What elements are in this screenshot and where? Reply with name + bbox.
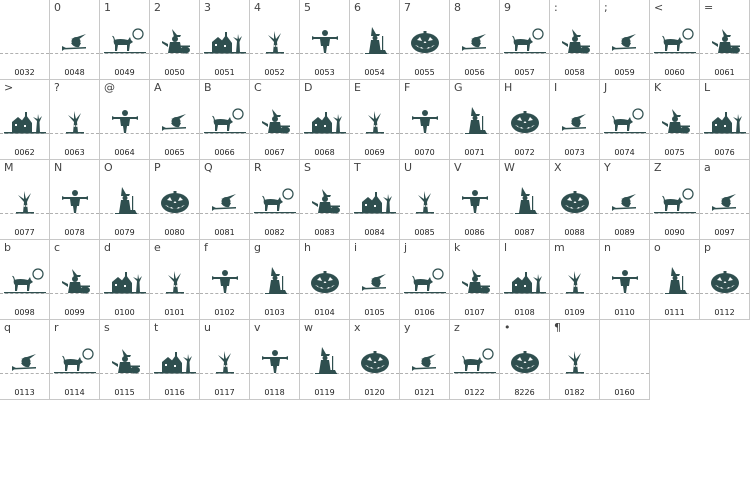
glyph-character-label: x <box>354 321 361 334</box>
glyph-cell <box>0 160 50 240</box>
glyph-code-label: 0032 <box>14 68 35 77</box>
glyph-cell <box>700 80 750 160</box>
glyph-character-label: U <box>404 161 413 174</box>
glyph-character-label: • <box>504 321 511 334</box>
glyph-cell <box>500 240 550 320</box>
haunted-house-icon <box>0 106 50 136</box>
glyph-cell <box>150 80 200 160</box>
glyph-character-label: a <box>704 161 711 174</box>
glyph-cell <box>200 80 250 160</box>
witch-with-cauldron-icon <box>550 26 600 56</box>
glyph-code-label: 8226 <box>514 388 535 397</box>
glyph-code-label: 0099 <box>64 308 85 317</box>
glyph-code-label: 0120 <box>364 388 385 397</box>
witch-on-broom-icon <box>600 186 650 216</box>
scarecrow-icon <box>600 266 650 296</box>
witch-with-cauldron-icon <box>50 266 100 296</box>
spooky-tree-icon <box>550 346 600 376</box>
glyph-cell <box>450 320 500 400</box>
glyph-code-label: 0080 <box>164 228 185 237</box>
glyph-character-label: R <box>254 161 262 174</box>
glyph-code-label: 0055 <box>414 68 435 77</box>
glyph-cell <box>200 240 250 320</box>
glyph-cell <box>600 0 650 80</box>
spooky-tree-icon <box>550 266 600 296</box>
black-cat-moon-icon <box>0 266 50 296</box>
glyph-cell <box>550 80 600 160</box>
witch-on-broom-icon <box>600 26 650 56</box>
glyph-cell <box>500 80 550 160</box>
glyph-character-label: K <box>654 81 662 94</box>
glyph-code-label: 0060 <box>664 68 685 77</box>
witch-on-broom-icon <box>700 186 750 216</box>
glyph-code-label: 0101 <box>164 308 185 317</box>
scarecrow-icon <box>450 186 500 216</box>
glyph-code-label: 0059 <box>614 68 635 77</box>
glyph-character-label: 2 <box>154 1 161 14</box>
glyph-code-label: 0085 <box>414 228 435 237</box>
glyph-character-label: @ <box>104 81 115 94</box>
glyph-character-label: k <box>454 241 461 254</box>
glyph-code-label: 0111 <box>664 308 685 317</box>
glyph-character-label: i <box>354 241 358 254</box>
glyph-character-label: c <box>54 241 61 254</box>
glyph-code-label: 0182 <box>564 388 585 397</box>
haunted-house-icon <box>350 186 400 216</box>
glyph-code-label: 0121 <box>414 388 435 397</box>
glyph-cell <box>450 80 500 160</box>
glyph-code-label: 0103 <box>264 308 285 317</box>
glyph-character-label: G <box>454 81 463 94</box>
glyph-code-label: 0058 <box>564 68 585 77</box>
glyph-code-label: 0084 <box>364 228 385 237</box>
black-cat-moon-icon <box>650 26 700 56</box>
glyph-code-label: 0071 <box>464 148 485 157</box>
glyph-cell <box>550 0 600 80</box>
glyph-cell <box>350 240 400 320</box>
glyph-character-label: w <box>304 321 313 334</box>
haunted-house-icon <box>150 346 200 376</box>
glyph-cell <box>500 320 550 400</box>
jack-o-lantern-icon <box>550 186 600 216</box>
haunted-house-icon <box>300 106 350 136</box>
glyph-cell <box>100 0 150 80</box>
glyph-cell <box>300 80 350 160</box>
glyph-cell <box>350 160 400 240</box>
glyph-character-label: s <box>104 321 110 334</box>
glyph-cell <box>250 240 300 320</box>
glyph-cell <box>50 160 100 240</box>
glyph-character-label: h <box>304 241 311 254</box>
glyph-cell <box>150 0 200 80</box>
glyph-cell <box>50 0 100 80</box>
jack-o-lantern-icon <box>150 186 200 216</box>
standing-witch-icon <box>350 26 400 56</box>
glyph-character-label: 9 <box>504 1 511 14</box>
haunted-house-icon <box>700 106 750 136</box>
glyph-code-label: 0081 <box>214 228 235 237</box>
glyph-code-label: 0077 <box>14 228 35 237</box>
glyph-character-label: D <box>304 81 313 94</box>
glyph-code-label: 0116 <box>164 388 185 397</box>
baseline-guide <box>600 373 649 374</box>
glyph-code-label: 0078 <box>64 228 85 237</box>
scarecrow-icon <box>50 186 100 216</box>
glyph-character-label: F <box>404 81 411 94</box>
glyph-cell <box>250 160 300 240</box>
glyph-code-label: 0050 <box>164 68 185 77</box>
glyph-cell <box>700 240 750 320</box>
jack-o-lantern-icon <box>700 266 750 296</box>
scarecrow-icon <box>400 106 450 136</box>
glyph-cell <box>600 320 650 400</box>
glyph-code-label: 0063 <box>64 148 85 157</box>
glyph-character-label: e <box>154 241 161 254</box>
glyph-code-label: 0089 <box>614 228 635 237</box>
jack-o-lantern-icon <box>500 346 550 376</box>
glyph-character-label: B <box>204 81 212 94</box>
glyph-code-label: 0086 <box>464 228 485 237</box>
spooky-tree-icon <box>0 186 50 216</box>
glyph-character-label: 7 <box>404 1 411 14</box>
glyph-cell <box>400 240 450 320</box>
glyph-code-label: 0051 <box>214 68 235 77</box>
spooky-tree-icon <box>50 106 100 136</box>
glyph-code-label: 0079 <box>114 228 135 237</box>
witch-on-broom-icon <box>400 346 450 376</box>
glyph-character-label: = <box>704 1 714 14</box>
glyph-code-label: 0106 <box>414 308 435 317</box>
jack-o-lantern-icon <box>500 106 550 136</box>
glyph-character-label: T <box>354 161 361 174</box>
glyph-character-label: t <box>154 321 159 334</box>
glyph-cell <box>450 0 500 80</box>
black-cat-moon-icon <box>650 186 700 216</box>
glyph-cell <box>600 80 650 160</box>
glyph-cell <box>250 320 300 400</box>
standing-witch-icon <box>650 266 700 296</box>
glyph-code-label: 0088 <box>564 228 585 237</box>
glyph-cell <box>150 160 200 240</box>
glyph-character-label: f <box>204 241 208 254</box>
witch-with-cauldron-icon <box>100 346 150 376</box>
glyph-cell <box>0 320 50 400</box>
glyph-cell <box>300 160 350 240</box>
witch-on-broom-icon <box>200 186 250 216</box>
glyph-cell <box>300 320 350 400</box>
glyph-cell <box>400 160 450 240</box>
glyph-cell <box>0 240 50 320</box>
jack-o-lantern-icon <box>400 26 450 56</box>
glyph-code-label: 0098 <box>14 308 35 317</box>
glyph-cell <box>650 160 700 240</box>
glyph-character-label: l <box>504 241 508 254</box>
glyph-code-label: 0117 <box>214 388 235 397</box>
glyph-code-label: 0115 <box>114 388 135 397</box>
witch-on-broom-icon <box>550 106 600 136</box>
glyph-character-label: ¶ <box>554 321 561 334</box>
glyph-cell <box>100 320 150 400</box>
glyph-cell <box>550 160 600 240</box>
glyph-character-label: y <box>404 321 411 334</box>
standing-witch-icon <box>100 186 150 216</box>
glyph-code-label: 0073 <box>564 148 585 157</box>
witch-with-cauldron-icon <box>450 266 500 296</box>
glyph-code-label: 0087 <box>514 228 535 237</box>
glyph-cell <box>200 160 250 240</box>
black-cat-moon-icon <box>250 186 300 216</box>
glyph-cell <box>450 240 500 320</box>
scarecrow-icon <box>100 106 150 136</box>
scarecrow-icon <box>200 266 250 296</box>
glyph-cell <box>500 160 550 240</box>
black-cat-moon-icon <box>600 106 650 136</box>
glyph-character-label: j <box>404 241 408 254</box>
glyph-character-label: : <box>554 1 558 14</box>
glyph-character-label: ? <box>54 81 60 94</box>
glyph-character-label: m <box>554 241 565 254</box>
witch-on-broom-icon <box>450 26 500 56</box>
glyph-character-label: ; <box>604 1 608 14</box>
glyph-cell <box>600 160 650 240</box>
glyph-character-label: n <box>604 241 611 254</box>
glyph-character-label: > <box>4 81 14 94</box>
glyph-code-label: 0114 <box>64 388 85 397</box>
haunted-house-icon <box>500 266 550 296</box>
glyph-code-label: 0119 <box>314 388 335 397</box>
glyph-code-label: 0072 <box>514 148 535 157</box>
glyph-character-label: b <box>4 241 11 254</box>
glyph-character-label: L <box>704 81 711 94</box>
black-cat-moon-icon <box>500 26 550 56</box>
glyph-cell <box>150 240 200 320</box>
glyph-cell <box>150 320 200 400</box>
spooky-tree-icon <box>250 26 300 56</box>
glyph-character-label: o <box>654 241 661 254</box>
glyph-code-label: 0064 <box>114 148 135 157</box>
glyph-cell <box>0 80 50 160</box>
glyph-code-label: 0074 <box>614 148 635 157</box>
glyph-cell <box>300 0 350 80</box>
black-cat-moon-icon <box>400 266 450 296</box>
glyph-character-label: I <box>554 81 558 94</box>
glyph-code-label: 0122 <box>464 388 485 397</box>
glyph-character-label: 6 <box>354 1 361 14</box>
glyph-code-label: 0061 <box>714 68 735 77</box>
glyph-code-label: 0118 <box>264 388 285 397</box>
glyph-code-label: 0057 <box>514 68 535 77</box>
glyph-code-label: 0112 <box>714 308 735 317</box>
glyph-cell <box>650 240 700 320</box>
glyph-character-label: 4 <box>254 1 261 14</box>
glyph-code-label: 0056 <box>464 68 485 77</box>
glyph-code-label: 0049 <box>114 68 135 77</box>
glyph-code-label: 0109 <box>564 308 585 317</box>
glyph-cell <box>550 240 600 320</box>
glyph-code-label: 0082 <box>264 228 285 237</box>
witch-with-cauldron-icon <box>650 106 700 136</box>
spooky-tree-icon <box>350 106 400 136</box>
glyph-cell <box>50 240 100 320</box>
glyph-character-label: 5 <box>304 1 311 14</box>
glyph-code-label: 0108 <box>514 308 535 317</box>
glyph-code-label: 0065 <box>164 148 185 157</box>
glyph-code-label: 0090 <box>664 228 685 237</box>
glyph-cell <box>200 320 250 400</box>
glyph-character-label: Z <box>654 161 662 174</box>
glyph-cell <box>250 0 300 80</box>
glyph-character-label: 8 <box>454 1 461 14</box>
haunted-house-icon <box>100 266 150 296</box>
glyph-character-label: Y <box>604 161 611 174</box>
witch-with-cauldron-icon <box>700 26 750 56</box>
glyph-code-label: 0107 <box>464 308 485 317</box>
spooky-tree-icon <box>400 186 450 216</box>
glyph-character-label: E <box>354 81 361 94</box>
glyph-code-label: 0066 <box>214 148 235 157</box>
glyph-character-label: P <box>154 161 161 174</box>
glyph-cell <box>500 0 550 80</box>
glyph-character-label: q <box>4 321 11 334</box>
glyph-character-label: A <box>154 81 162 94</box>
jack-o-lantern-icon <box>350 346 400 376</box>
glyph-cell <box>400 0 450 80</box>
glyph-code-label: 0054 <box>364 68 385 77</box>
glyph-character-label: 3 <box>204 1 211 14</box>
glyph-code-label: 0113 <box>14 388 35 397</box>
witch-with-cauldron-icon <box>150 26 200 56</box>
glyph-character-label: M <box>4 161 14 174</box>
glyph-cell <box>0 0 50 80</box>
glyph-cell <box>700 160 750 240</box>
glyph-character-label: J <box>604 81 608 94</box>
glyph-character-label: g <box>254 241 261 254</box>
glyph-cell <box>550 320 600 400</box>
glyph-character-label: z <box>454 321 460 334</box>
glyph-code-label: 0104 <box>314 308 335 317</box>
glyph-cell <box>50 320 100 400</box>
glyph-cell <box>350 0 400 80</box>
glyph-cell <box>100 240 150 320</box>
black-cat-moon-icon <box>100 26 150 56</box>
glyph-code-label: 0105 <box>364 308 385 317</box>
glyph-cell <box>600 240 650 320</box>
witch-with-cauldron-icon <box>300 186 350 216</box>
glyph-cell <box>100 160 150 240</box>
standing-witch-icon <box>300 346 350 376</box>
glyph-code-label: 0097 <box>714 228 735 237</box>
glyph-code-label: 0160 <box>614 388 635 397</box>
standing-witch-icon <box>500 186 550 216</box>
glyph-cell <box>350 320 400 400</box>
spooky-tree-icon <box>150 266 200 296</box>
glyph-character-label: X <box>554 161 562 174</box>
glyph-cell <box>300 240 350 320</box>
glyph-character-label: C <box>254 81 262 94</box>
glyph-code-label: 0062 <box>14 148 35 157</box>
glyph-character-label: v <box>254 321 261 334</box>
glyph-code-label: 0100 <box>114 308 135 317</box>
glyph-character-label: V <box>454 161 462 174</box>
witch-on-broom-icon <box>350 266 400 296</box>
glyph-character-label: d <box>104 241 111 254</box>
spooky-tree-icon <box>200 346 250 376</box>
jack-o-lantern-icon <box>300 266 350 296</box>
glyph-code-label: 0052 <box>264 68 285 77</box>
glyph-character-label: 0 <box>54 1 61 14</box>
glyph-character-label: p <box>704 241 711 254</box>
baseline-guide <box>0 53 49 54</box>
glyph-character-label: W <box>504 161 515 174</box>
glyph-character-label: 1 <box>104 1 111 14</box>
standing-witch-icon <box>450 106 500 136</box>
glyph-character-label: u <box>204 321 211 334</box>
glyph-code-label: 0070 <box>414 148 435 157</box>
glyph-character-label: < <box>654 1 664 14</box>
glyph-cell <box>200 0 250 80</box>
glyph-code-label: 0048 <box>64 68 85 77</box>
haunted-house-icon <box>200 26 250 56</box>
glyph-cell <box>100 80 150 160</box>
black-cat-moon-icon <box>50 346 100 376</box>
black-cat-moon-icon <box>200 106 250 136</box>
glyph-cell <box>50 80 100 160</box>
glyph-character-label: H <box>504 81 513 94</box>
witch-with-cauldron-icon <box>250 106 300 136</box>
glyph-code-label: 0102 <box>214 308 235 317</box>
glyph-character-label: r <box>54 321 59 334</box>
witch-on-broom-icon <box>150 106 200 136</box>
glyph-cell <box>450 160 500 240</box>
glyph-code-label: 0076 <box>714 148 735 157</box>
glyph-character-label: N <box>54 161 63 174</box>
scarecrow-icon <box>300 26 350 56</box>
glyph-code-label: 0067 <box>264 148 285 157</box>
black-cat-moon-icon <box>450 346 500 376</box>
glyph-character-label: O <box>104 161 113 174</box>
glyph-cell <box>700 0 750 80</box>
glyph-cell <box>250 80 300 160</box>
glyph-code-label: 0110 <box>614 308 635 317</box>
glyph-code-label: 0075 <box>664 148 685 157</box>
glyph-cell <box>350 80 400 160</box>
witch-on-broom-icon <box>0 346 50 376</box>
scarecrow-icon <box>250 346 300 376</box>
glyph-cell <box>400 320 450 400</box>
glyph-character-label: S <box>304 161 311 174</box>
standing-witch-icon <box>250 266 300 296</box>
glyph-cell <box>400 80 450 160</box>
witch-on-broom-icon <box>50 26 100 56</box>
glyph-cell <box>650 80 700 160</box>
glyph-character-label: Q <box>204 161 213 174</box>
glyph-code-label: 0069 <box>364 148 385 157</box>
glyph-code-label: 0068 <box>314 148 335 157</box>
glyph-code-label: 0053 <box>314 68 335 77</box>
glyph-code-label: 0083 <box>314 228 335 237</box>
glyph-cell <box>650 0 700 80</box>
